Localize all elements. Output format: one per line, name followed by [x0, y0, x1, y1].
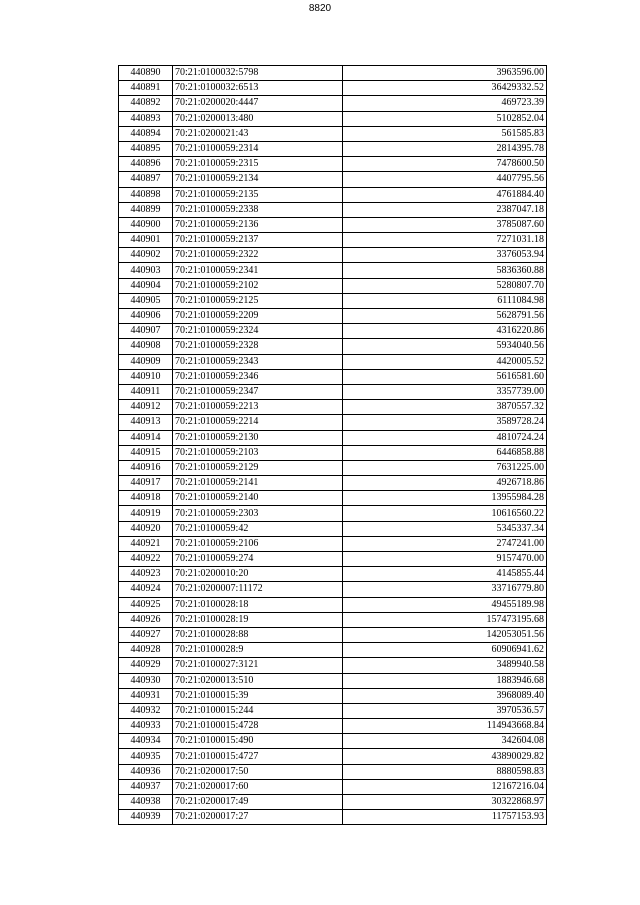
record-number-cell: 440914 [119, 430, 173, 445]
cadastral-number-cell: 70:21:0100059:2102 [173, 278, 343, 293]
cadastral-number-cell: 70:21:0100059:2130 [173, 430, 343, 445]
table-row [119, 779, 547, 794]
cadastral-number-cell: 70:21:0100059:2106 [173, 536, 343, 551]
record-number-cell: 440918 [119, 491, 173, 506]
cadastral-value-cell: 5280807.70 [343, 278, 547, 293]
table-row [119, 126, 547, 141]
cadastral-value-cell: 5934040.56 [343, 339, 547, 354]
cadastral-value-cell: 2387047.18 [343, 202, 547, 217]
cadastral-number-cell: 70:21:0200010:20 [173, 567, 343, 582]
record-number-cell: 440891 [119, 81, 173, 96]
table-row [119, 202, 547, 217]
table-row [119, 430, 547, 445]
table-row [119, 536, 547, 551]
cadastral-number-cell: 70:21:0100027:3121 [173, 658, 343, 673]
table-row [119, 339, 547, 354]
cadastral-value-cell: 561585.83 [343, 126, 547, 141]
cadastral-value-cell: 12167216.04 [343, 779, 547, 794]
table-row [119, 764, 547, 779]
cadastral-value-cell: 10616560.22 [343, 506, 547, 521]
table-row [119, 612, 547, 627]
table-body [119, 66, 547, 825]
table-row [119, 491, 547, 506]
table-row [119, 293, 547, 308]
cadastral-value-cell: 4316220.86 [343, 324, 547, 339]
cadastral-number-cell: 70:21:0100059:2209 [173, 309, 343, 324]
record-number-cell: 440900 [119, 217, 173, 232]
cadastral-number-cell: 70:21:0200017:50 [173, 764, 343, 779]
cadastral-value-cell: 4926718.86 [343, 476, 547, 491]
cadastral-number-cell: 70:21:0100032:6513 [173, 81, 343, 96]
record-number-cell: 440917 [119, 476, 173, 491]
cadastral-number-cell: 70:21:0200020:4447 [173, 96, 343, 111]
table-row [119, 415, 547, 430]
table-row [119, 172, 547, 187]
cadastral-value-cell: 4810724.24 [343, 430, 547, 445]
cadastral-number-cell: 70:21:0200013:480 [173, 111, 343, 126]
cadastral-number-cell: 70:21:0100059:2141 [173, 476, 343, 491]
cadastral-number-cell: 70:21:0100059:2136 [173, 217, 343, 232]
record-number-cell: 440933 [119, 719, 173, 734]
cadastral-number-cell: 70:21:0100059:2137 [173, 233, 343, 248]
table-row [119, 384, 547, 399]
record-number-cell: 440904 [119, 278, 173, 293]
record-number-cell: 440934 [119, 734, 173, 749]
table-row [119, 658, 547, 673]
cadastral-value-cell: 5345337.34 [343, 521, 547, 536]
table-row [119, 567, 547, 582]
cadastral-number-cell: 70:21:0100059:2322 [173, 248, 343, 263]
record-number-cell: 440928 [119, 643, 173, 658]
cadastral-number-cell: 70:21:0100028:18 [173, 597, 343, 612]
cadastral-value-cell: 3376053.94 [343, 248, 547, 263]
page-number: 8820 [308, 3, 332, 14]
cadastral-value-cell: 114943668.84 [343, 719, 547, 734]
record-number-cell: 440925 [119, 597, 173, 612]
table-row [119, 445, 547, 460]
cadastral-number-cell: 70:21:0100059:2134 [173, 172, 343, 187]
cadastral-value-cell: 3968089.40 [343, 688, 547, 703]
cadastral-number-cell: 70:21:0100059:274 [173, 552, 343, 567]
cadastral-value-cell: 3870557.32 [343, 400, 547, 415]
record-number-cell: 440913 [119, 415, 173, 430]
record-number-cell: 440899 [119, 202, 173, 217]
record-number-cell: 440896 [119, 157, 173, 172]
table-row [119, 749, 547, 764]
cadastral-number-cell: 70:21:0100059:2314 [173, 141, 343, 156]
cadastral-number-cell: 70:21:0200017:27 [173, 810, 343, 825]
cadastral-value-cell: 5616581.60 [343, 369, 547, 384]
cadastral-number-cell: 70:21:0100015:244 [173, 703, 343, 718]
record-number-cell: 440907 [119, 324, 173, 339]
table-row [119, 141, 547, 156]
record-number-cell: 440921 [119, 536, 173, 551]
cadastral-number-cell: 70:21:0100059:2343 [173, 354, 343, 369]
cadastral-value-cell: 3785087.60 [343, 217, 547, 232]
cadastral-number-cell: 70:21:0200013:510 [173, 673, 343, 688]
cadastral-number-cell: 70:21:0200017:60 [173, 779, 343, 794]
record-number-cell: 440910 [119, 369, 173, 384]
cadastral-value-cell: 8880598.83 [343, 764, 547, 779]
cadastral-value-cell: 9157470.00 [343, 552, 547, 567]
cadastral-number-cell: 70:21:0100059:2341 [173, 263, 343, 278]
cadastral-value-cell: 6111084.98 [343, 293, 547, 308]
table-row [119, 719, 547, 734]
cadastral-number-cell: 70:21:0100059:2129 [173, 460, 343, 475]
table-row [119, 81, 547, 96]
record-number-cell: 440911 [119, 384, 173, 399]
cadastral-value-cell: 142053051.56 [343, 627, 547, 642]
table-row [119, 157, 547, 172]
cadastral-number-cell: 70:21:0100059:2315 [173, 157, 343, 172]
cadastral-number-cell: 70:21:0100028:9 [173, 643, 343, 658]
table-row [119, 278, 547, 293]
table-row [119, 369, 547, 384]
record-number-cell: 440894 [119, 126, 173, 141]
cadastral-number-cell: 70:21:0100059:2103 [173, 445, 343, 460]
cadastral-number-cell: 70:21:0100059:2214 [173, 415, 343, 430]
cadastral-number-cell: 70:21:0200021:43 [173, 126, 343, 141]
record-number-cell: 440909 [119, 354, 173, 369]
record-number-cell: 440931 [119, 688, 173, 703]
cadastral-number-cell: 70:21:0100059:2303 [173, 506, 343, 521]
cadastral-number-cell: 70:21:0100015:4727 [173, 749, 343, 764]
cadastral-value-cell: 4145855.44 [343, 567, 547, 582]
cadastral-number-cell: 70:21:0200007:11172 [173, 582, 343, 597]
cadastral-value-cell: 3357739.00 [343, 384, 547, 399]
cadastral-value-cell: 60906941.62 [343, 643, 547, 658]
cadastral-value-cell: 5836360.88 [343, 263, 547, 278]
record-number-cell: 440893 [119, 111, 173, 126]
cadastral-number-cell: 70:21:0100015:490 [173, 734, 343, 749]
cadastral-number-cell: 70:21:0100059:2338 [173, 202, 343, 217]
cadastral-value-cell: 7478600.50 [343, 157, 547, 172]
cadastral-number-cell: 70:21:0100059:42 [173, 521, 343, 536]
cadastral-value-cell: 469723.39 [343, 96, 547, 111]
record-number-cell: 440926 [119, 612, 173, 627]
table-row [119, 233, 547, 248]
table-row [119, 597, 547, 612]
cadastral-value-cell: 5628791.56 [343, 309, 547, 324]
cadastral-number-cell: 70:21:0100015:4728 [173, 719, 343, 734]
cadastral-number-cell: 70:21:0200017:49 [173, 795, 343, 810]
cadastral-number-cell: 70:21:0100059:2346 [173, 369, 343, 384]
record-number-cell: 440905 [119, 293, 173, 308]
cadastral-value-cell: 4407795.56 [343, 172, 547, 187]
table-row [119, 460, 547, 475]
cadastral-value-cell: 5102852.04 [343, 111, 547, 126]
table-row [119, 582, 547, 597]
record-number-cell: 440901 [119, 233, 173, 248]
record-number-cell: 440912 [119, 400, 173, 415]
table-row [119, 217, 547, 232]
table-row [119, 111, 547, 126]
cadastral-value-cell: 49455189.98 [343, 597, 547, 612]
cadastral-number-cell: 70:21:0100028:19 [173, 612, 343, 627]
table-row [119, 734, 547, 749]
table-row [119, 673, 547, 688]
cadastral-value-table [118, 65, 547, 825]
cadastral-value-cell: 7271031.18 [343, 233, 547, 248]
cadastral-value-cell: 3489940.58 [343, 658, 547, 673]
table-row [119, 703, 547, 718]
record-number-cell: 440936 [119, 764, 173, 779]
table-row [119, 354, 547, 369]
table-row [119, 248, 547, 263]
cadastral-value-cell: 2814395.78 [343, 141, 547, 156]
record-number-cell: 440939 [119, 810, 173, 825]
cadastral-value-cell: 33716779.80 [343, 582, 547, 597]
record-number-cell: 440915 [119, 445, 173, 460]
cadastral-value-cell: 7631225.00 [343, 460, 547, 475]
cadastral-number-cell: 70:21:0100059:2135 [173, 187, 343, 202]
cadastral-value-cell: 342604.08 [343, 734, 547, 749]
table-row [119, 795, 547, 810]
record-number-cell: 440929 [119, 658, 173, 673]
cadastral-value-cell: 3970536.57 [343, 703, 547, 718]
table-row [119, 263, 547, 278]
cadastral-value-cell: 3963596.00 [343, 66, 547, 81]
table-row [119, 810, 547, 825]
cadastral-number-cell: 70:21:0100059:2125 [173, 293, 343, 308]
table-row [119, 96, 547, 111]
table-row [119, 187, 547, 202]
record-number-cell: 440922 [119, 552, 173, 567]
cadastral-value-cell: 2747241.00 [343, 536, 547, 551]
record-number-cell: 440906 [119, 309, 173, 324]
record-number-cell: 440937 [119, 779, 173, 794]
record-number-cell: 440892 [119, 96, 173, 111]
record-number-cell: 440895 [119, 141, 173, 156]
record-number-cell: 440930 [119, 673, 173, 688]
cadastral-number-cell: 70:21:0100028:88 [173, 627, 343, 642]
table-row [119, 476, 547, 491]
record-number-cell: 440908 [119, 339, 173, 354]
table-row [119, 309, 547, 324]
record-number-cell: 440920 [119, 521, 173, 536]
record-number-cell: 440898 [119, 187, 173, 202]
table-row [119, 552, 547, 567]
cadastral-number-cell: 70:21:0100059:2140 [173, 491, 343, 506]
cadastral-number-cell: 70:21:0100059:2324 [173, 324, 343, 339]
table-row [119, 66, 547, 81]
cadastral-number-cell: 70:21:0100059:2213 [173, 400, 343, 415]
record-number-cell: 440932 [119, 703, 173, 718]
record-number-cell: 440927 [119, 627, 173, 642]
cadastral-value-cell: 11757153.93 [343, 810, 547, 825]
cadastral-number-cell: 70:21:0100059:2328 [173, 339, 343, 354]
record-number-cell: 440935 [119, 749, 173, 764]
record-number-cell: 440924 [119, 582, 173, 597]
cadastral-value-cell: 3589728.24 [343, 415, 547, 430]
record-number-cell: 440916 [119, 460, 173, 475]
table-row [119, 627, 547, 642]
table-row [119, 521, 547, 536]
record-number-cell: 440903 [119, 263, 173, 278]
record-number-cell: 440897 [119, 172, 173, 187]
cadastral-value-cell: 43890029.82 [343, 749, 547, 764]
cadastral-number-cell: 70:21:0100032:5798 [173, 66, 343, 81]
cadastral-value-cell: 1883946.68 [343, 673, 547, 688]
record-number-cell: 440923 [119, 567, 173, 582]
cadastral-number-cell: 70:21:0100015:39 [173, 688, 343, 703]
table-row [119, 506, 547, 521]
cadastral-value-cell: 13955984.28 [343, 491, 547, 506]
cadastral-number-cell: 70:21:0100059:2347 [173, 384, 343, 399]
table-row [119, 688, 547, 703]
record-number-cell: 440919 [119, 506, 173, 521]
cadastral-value-cell: 30322868.97 [343, 795, 547, 810]
table-row [119, 643, 547, 658]
table-row [119, 400, 547, 415]
record-number-cell: 440890 [119, 66, 173, 81]
cadastral-value-cell: 6446858.88 [343, 445, 547, 460]
record-number-cell: 440938 [119, 795, 173, 810]
cadastral-value-cell: 157473195.68 [343, 612, 547, 627]
cadastral-value-cell: 4420005.52 [343, 354, 547, 369]
cadastral-value-cell: 4761884.40 [343, 187, 547, 202]
record-number-cell: 440902 [119, 248, 173, 263]
cadastral-value-cell: 36429332.52 [343, 81, 547, 96]
table-row [119, 324, 547, 339]
